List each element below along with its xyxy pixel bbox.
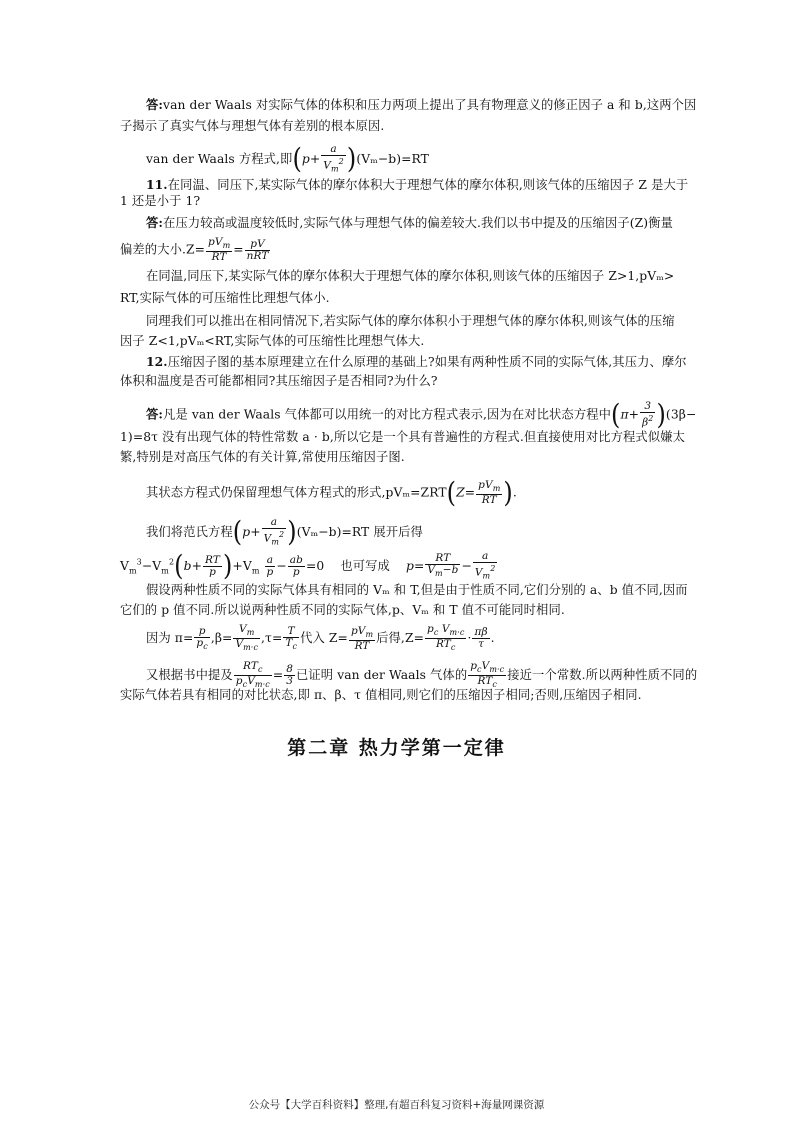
answer10-line2: 子揭示了真实气体与理想气体有差别的根本原因. bbox=[120, 119, 385, 133]
q11-answer-line2: 偏差的大小.Z= $\frac{pV_m}{RT}$ = $\frac{pV}{\text{nRT}}$ bbox=[120, 236, 269, 264]
answer-label: 答: bbox=[146, 406, 164, 422]
q12-a7-line1: 又根据书中提及 $\frac{RT_c}{p_cV_{m\cdot c}}$ = $\frac{8}{3}$ 已证明 van der Waals 气体的 $\frac{p_cV_{m\cdot c}}{RT_c}$ 接近一个常数.所以两种性质不同的 bbox=[146, 660, 698, 690]
question-number: 12. bbox=[146, 354, 168, 369]
answer-text: 代入 Z= bbox=[300, 631, 348, 646]
q11-p4-line2: 因子 Z<1,pVₘ<RT,实际气体的可压缩性比理想气体大. bbox=[120, 334, 425, 348]
vdw-equation: van der Waals 方程式,即(p+ $\frac{a}{V_m^2}$ )(Vₘ−b)=RT bbox=[146, 143, 429, 176]
q11-line1 bbox=[146, 176, 720, 194]
answer-text: 因为 π= bbox=[146, 631, 194, 646]
q12-answer-line1: 答:凡是 van der Waals 气体都可以用统一的对比方程式表示,因为在对比状态方程中(π+ $\frac{3}{\beta^2}$ )(3β− bbox=[146, 398, 697, 431]
answer-text: 我们将范氏方程 bbox=[146, 524, 233, 539]
q12-cubic-equation: $V_m^3-V_m^2(b+$ $\frac{RT}{p}$ )$+V_m$ $\frac{a}{p}$ − $\frac{ab}{p}$ =0 也可写成 p= $\frac{RT}{V_m-b}$ − $\frac{a}{V_m^2}$ bbox=[120, 550, 496, 583]
question-text: 压缩因子图的基本原理建立在什么原理的基础上?如果有两种性质不同的实际气体,其压力、摩尔 bbox=[167, 355, 687, 369]
q11-p3-line1: 在同温,同压下,某实际气体的摩尔体积大于理想气体的摩尔体积,则该气体的压缩因子 Z>1,pVₘ> bbox=[146, 269, 675, 283]
answer-text: 接近一个常数.所以两种性质不同的 bbox=[507, 668, 698, 683]
answer-text: van der Waals 对实际气体的体积和压力两项上提出了具有物理意义的修正因子 a 和 b,这两个因 bbox=[163, 98, 697, 112]
q12-answer-line3: 繁,特别是对高压气体的有关计算,常使用压缩因子图. bbox=[120, 450, 405, 464]
q12-line1 bbox=[146, 353, 720, 371]
q12-a7-line2: 实际气体若具有相同的对比状态,即 π、β、τ 值相同,则它们的压缩因子相同;否则,压缩因子相同. bbox=[120, 688, 642, 702]
answer-text: 已证明 van der Waals 气体的 bbox=[296, 668, 468, 683]
equation-intro: van der Waals 方程式,即 bbox=[146, 151, 293, 166]
q11-line2: 1 还是小于 1? bbox=[120, 194, 201, 208]
q12-a5-line1: 假设两种性质不同的实际气体具有相同的 Vₘ 和 T,但是由于性质不同,它们分别的 a、b 值不同,因而 bbox=[146, 583, 688, 597]
answer-text: 后得,Z= bbox=[376, 631, 424, 646]
answer-text: 又根据书中提及 bbox=[146, 668, 233, 683]
question-text: 在同温、同压下,某实际气体的摩尔体积大于理想气体的摩尔体积,则该气体的压缩因子 Z 是大于 bbox=[167, 178, 689, 192]
answer-label: 答: bbox=[146, 97, 164, 112]
q12-vdw-expand: 我们将范氏方程(p+ $\frac{a}{V_m^2}$ )(Vₘ−b)=RT 展开后得 bbox=[146, 516, 423, 549]
answer-text: 偏差的大小.Z= bbox=[120, 242, 206, 257]
q11-p3-line2: RT,实际气体的可压缩性比理想气体小. bbox=[120, 291, 330, 305]
question-number: 11. bbox=[146, 177, 168, 192]
q12-state-equation: 其状态方程式仍保留理想气体方程式的形式,pVₘ=ZRT(Z= $\frac{pV_m}{RT}$ ). bbox=[146, 476, 517, 510]
q12-a5-line2: 它们的 p 值不同.所以说两种性质不同的实际气体,p、Vₘ 和 T 值不可能同时相同. bbox=[120, 603, 565, 617]
q12-answer-line2: 1)=8τ 没有出现气体的特性常数 a · b,所以它是一个具有普遍性的方程式.但直接使用对比方程式似嫌太 bbox=[120, 430, 685, 444]
answer-text: 在压力较高或温度较低时,实际气体与理想气体的偏差较大.我们以书中提及的压缩因子(Z)衡量 bbox=[163, 216, 673, 230]
equation-tail: (Vₘ−b)=RT bbox=[356, 151, 429, 166]
answer-text-tail: (Vₘ−b)=RT 展开后得 bbox=[296, 524, 423, 539]
answer10-line1 bbox=[146, 96, 720, 114]
q12-reduced-variables: 因为 π= $\frac{p}{p_c}$ ,β= $\frac{V_m}{V_{m\cdot c}}$ ,τ= $\frac{T}{T_c}$ 代入 Z= $\frac{pV_m}{RT}$ 后得,Z= $\frac{p_c V_{m\cdot c}}{RT_c}$ · $\frac{\pi\beta}{\tau}$ . bbox=[146, 623, 495, 653]
answer-text: 其状态方程式仍保留理想气体方程式的形式,pVₘ=ZRT bbox=[146, 485, 447, 500]
answer-text: 也可写成 bbox=[340, 558, 390, 573]
answer-text-tail: (3β− bbox=[665, 407, 697, 422]
chapter-title: 第二章 热力学第一定律 bbox=[287, 737, 506, 759]
q11-p4-line1: 同理我们可以推出在相同情况下,若实际气体的摩尔体积小于理想气体的摩尔体积,则该气体的压缩 bbox=[146, 314, 675, 328]
q11-answer-line1 bbox=[146, 214, 720, 232]
answer-label: 答: bbox=[146, 215, 164, 230]
footer-note: 公众号【大学百科资料】整理,有超百科复习资料+海量网课资源 bbox=[248, 1099, 545, 1111]
q12-line2: 体积和温度是否可能都相同?其压缩因子是否相同?为什么? bbox=[120, 374, 438, 388]
answer-text: 凡是 van der Waals 气体都可以用统一的对比方程式表示,因为在对比状态方程中 bbox=[163, 407, 612, 422]
